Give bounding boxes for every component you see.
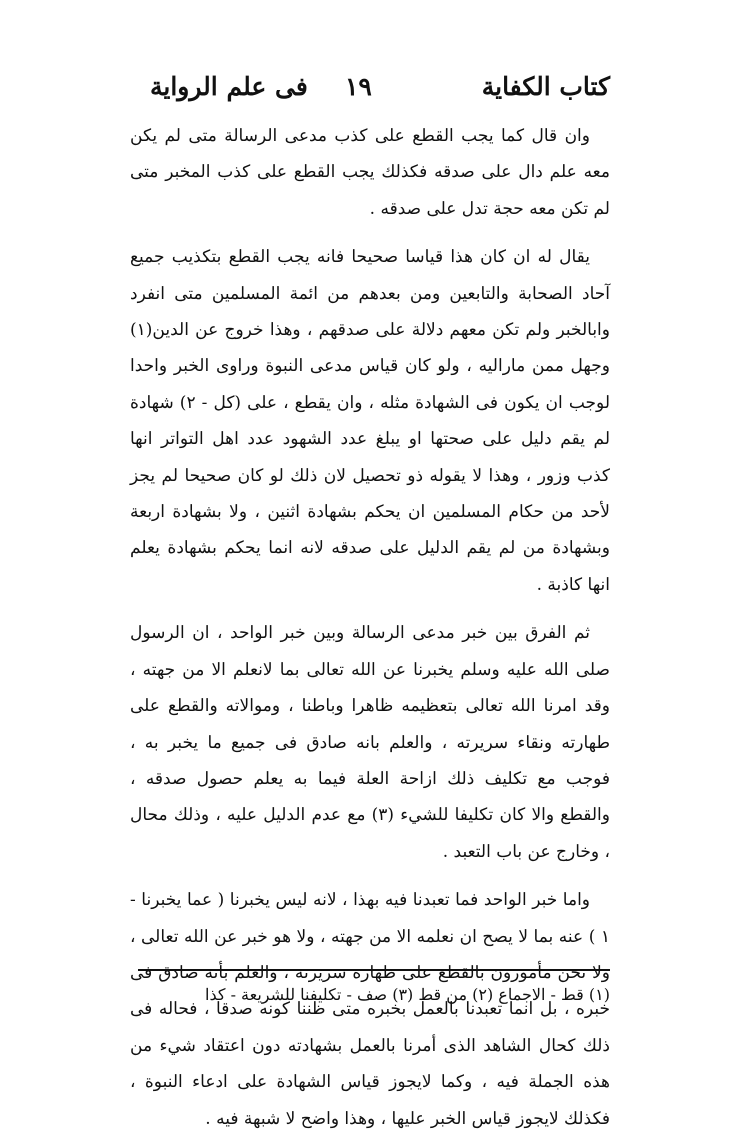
footnote: (١) قط - الاجماع (٢) من قط (٣) صف - تكليفنا للشريعة - كذا <box>205 985 610 1004</box>
page-header <box>150 72 610 112</box>
paragraph-2: يقال له ان كان هذا قياسا صحيحا فانه يجب القطع بتكذيب جميع آحاد الصحابة والتابعين ومن بعدهم من ائمة المسلمين متى انفرد وابالخبر ولم تكن معهم دلالة على صدقهم ، وهذا خروج عن الدين(١) وجهل ممن ماراليه ، ولو كان قياس مدعى النبوة وراوى الخبر واحدا لوجب ان يكون فى الشهادة مثله ، وان يقطع ، على (كل - ٢) شهادة لم يقم دليل على صحتها او يبلغ عدد الشهود عدد اهل التواتر انها كذب وزور ، وهذا لا يقوله ذو تحصيل لان ذلك لو كان صحيحا لم يجز لأحد من حكام المسلمين ان يحكم بشهادة اثنين ، ولا بشهادة اربعة وبشهادة من لم يقم الدليل على صدقه لانه انما يحكم بشهادة يعلم انها كاذبة . <box>130 247 610 595</box>
paragraph-1: وان قال كما يجب القطع على كذب مدعى الرسالة متى لم يكن معه علم دال على صدقه فكذلك يجب القطع على كذب المخبر متى لم تكن معه حجة تدل على صدقه . <box>130 126 610 219</box>
book-title: كتاب الكفاية <box>481 72 610 101</box>
page-number: ١٩ <box>345 72 372 101</box>
paragraph-4: واما خبر الواحد فما تعبدنا فيه بهذا ، لانه ليس يخبرنا ( عما يخبرنا - ١ ) عنه بما لا يصح ان نعلمه الا من جهته ، ولا هو خبر عن الله تعالى ، ولا نحن مأمورون بالقطع على طهارة سريرته ، والعلم بأنه صادق فى خبره ، بل انما تعبدنا بالعمل بخبره متى ظننا كونه صدقا ، فحاله فى ذلك كحال الشاهد الذى أمرنا بالعمل بشهادته دون اعتقاد شيء من هذه الجملة فيه ، وكما لايجوز قياس الشهادة على ادعاء النبوة ، فكذلك لايجوز قياس الخبر عليها ، وهذا واضح لا شبهة فيه . <box>130 890 610 1129</box>
paragraph-3: ثم الفرق بين خبر مدعى الرسالة وبين خبر الواحد ، ان الرسول صلى الله عليه وسلم يخبرنا عن الله تعالى بما لانعلم الا من جهته ، وقد امرنا الله تعالى بتعظيمه ظاهرا وباطنا ، وموالاته والقطع على طهارته ونقاء سريرته ، والعلم بانه صادق فى جميع ما يخبر به ، فوجب مع تكليف ذلك ازاحة العلة فيما به يعلم حصول صدقه ، والقطع والا كان تكليفا للشيء (٣) مع عدم الدليل عليه ، وذلك محال ، وخارج عن باب التعبد . <box>130 623 610 862</box>
book-subtitle: فى علم الرواية <box>150 72 308 101</box>
footnote-divider <box>138 969 610 971</box>
